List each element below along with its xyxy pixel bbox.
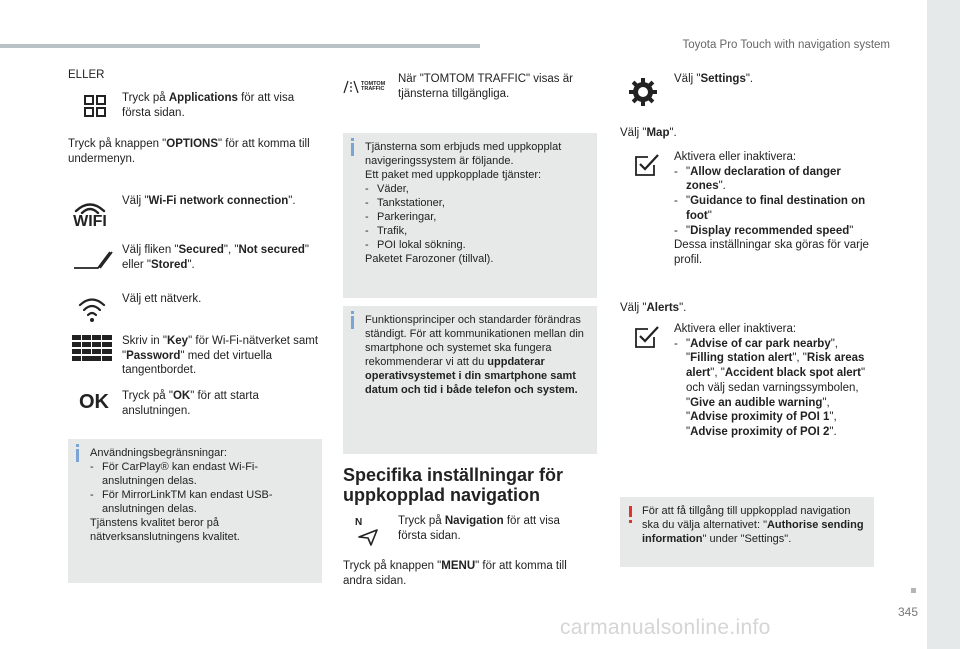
ok-step: Tryck på "OK" för att starta anslutningen. [122, 390, 259, 417]
network-step: Välj ett nätverk. [122, 293, 202, 305]
list-item: - "Guidance to final destination on foot" [674, 194, 874, 223]
info-icon [351, 143, 354, 156]
usage-limits-list [90, 461, 312, 517]
menu-instruction: Tryck på knappen "MENU" för att komma till andra sidan. [343, 560, 567, 587]
warning-text: För att få tillgång till uppkopplad navigation ska du välja alternativet: " [642, 505, 851, 531]
list-item: - POI lokal sökning. [365, 239, 587, 253]
authorise-warning-box [620, 497, 874, 567]
navigation-step: Tryck på Navigation för att visa första sidan. [398, 515, 560, 542]
info-outro: Tjänstens kvalitet beror på nätverksanslutningens kvalitet. [90, 516, 240, 543]
applications-icon [80, 93, 110, 119]
toggle-intro: Aktivera eller inaktivera: [674, 151, 797, 163]
warning-bold-text: Authorise sending information [642, 518, 864, 545]
keyboard-icon [72, 334, 112, 362]
wifi-signal-icon [76, 294, 108, 324]
page-number: 345 [897, 605, 918, 619]
page-header-title: Toyota Pro Touch with navigation system [682, 39, 890, 51]
checkbox-toggle-icon [633, 152, 661, 178]
toggle-outro: Dessa inställningar ska göras för varje profil. [674, 239, 869, 267]
key-step: Skriv in "Key" för Wi-Fi-nätverket samt "Password" med det virtuella tangentbordet. [122, 335, 319, 377]
smartphone-text: Funktionsprinciper och standarder förändras ständigt. För att kommunikationen mellan din smartphone och systemet ska fungera rekommenderar vi att du [365, 314, 584, 368]
list-item: - "Allow declaration of danger zones". [674, 165, 874, 194]
alerts-toggle-options [674, 322, 874, 440]
usage-limits-infobox [68, 439, 322, 583]
list-item: - Trafik, [365, 225, 587, 239]
ok-icon: OK [79, 391, 109, 414]
alerts-instruction: Välj "Alerts". [620, 302, 687, 314]
tab-icon [72, 249, 114, 271]
checkbox-toggle-icon [633, 324, 661, 350]
alerts-options-list [674, 337, 874, 440]
services-infobox [343, 133, 597, 298]
wifi-icon [70, 196, 110, 234]
map-toggle-options [674, 150, 874, 268]
list-item: - Tankstationer, [365, 197, 587, 211]
smartphone-infobox [343, 306, 597, 454]
list-item: - För CarPlay® kan endast Wi-Fi-anslutningen delas. [90, 461, 312, 489]
list-item: - "Display recommended speed" [674, 224, 874, 239]
services-list [365, 183, 587, 253]
info-icon [351, 316, 354, 329]
list-item: - "Advise of car park nearby", "Filling station alert", "Risk areas alert", "Accident black spot alert" och välj sedan varningssymbolen, "Give an audible warning", "Advise proximity of POI 1", "Advise proximity of POI 2". [674, 337, 874, 440]
list-item: - Väder, [365, 183, 587, 197]
settings-step: Välj "Settings". [674, 73, 754, 85]
continuation-marker [911, 588, 916, 593]
smartphone-bold-text: uppdaterar operativsystemet i din smartphone samt datum och tid i både telefon och system. [365, 355, 578, 396]
wifi-step: Välj "Wi-Fi network connection". [122, 195, 296, 207]
info-icon [76, 449, 79, 462]
services-package: Ett paket med uppkopplade tjänster: [365, 168, 542, 181]
options-instruction: Tryck på knappen "OPTIONS" för att komma till undermenyn. [68, 138, 310, 165]
applications-step: Tryck på Applications för att visa första sidan. [122, 92, 295, 119]
map-options-list [674, 165, 874, 239]
list-item: - Parkeringar, [365, 211, 587, 225]
section-heading: Specifika inställningar för uppkopplad navigation [343, 465, 564, 506]
tab-step: Välj fliken "Secured", "Not secured" eller "Stored". [122, 244, 310, 271]
warning-icon [629, 506, 632, 517]
map-instruction: Välj "Map". [620, 127, 677, 139]
navigation-icon: N [355, 517, 381, 547]
header-rule [0, 44, 480, 48]
services-outro: Paketet Farozoner (tillval). [365, 252, 494, 265]
eller-label: ELLER [68, 69, 105, 81]
page-sidebar [927, 0, 960, 649]
list-item: - För MirrorLinkTM kan endast USB-anslutningen delas. [90, 489, 312, 517]
settings-gear-icon [625, 77, 661, 107]
tomtom-text: När "TOMTOM TRAFFIC" visas är tjänsterna tillgängliga. [398, 73, 573, 100]
services-intro: Tjänsterna som erbjuds med uppkopplat navigeringssystem är följande. [365, 141, 562, 167]
info-intro: Användningsbegränsningar: [90, 447, 227, 459]
wifi-logo-text: WIFI [73, 213, 107, 230]
toggle-intro: Aktivera eller inaktivera: [674, 323, 797, 335]
watermark: carmanualsonline.info [560, 616, 771, 639]
tomtom-traffic-icon: TOMTOM TRAFFIC [343, 77, 391, 97]
warning-post-text: " under "Settings". [702, 532, 792, 545]
